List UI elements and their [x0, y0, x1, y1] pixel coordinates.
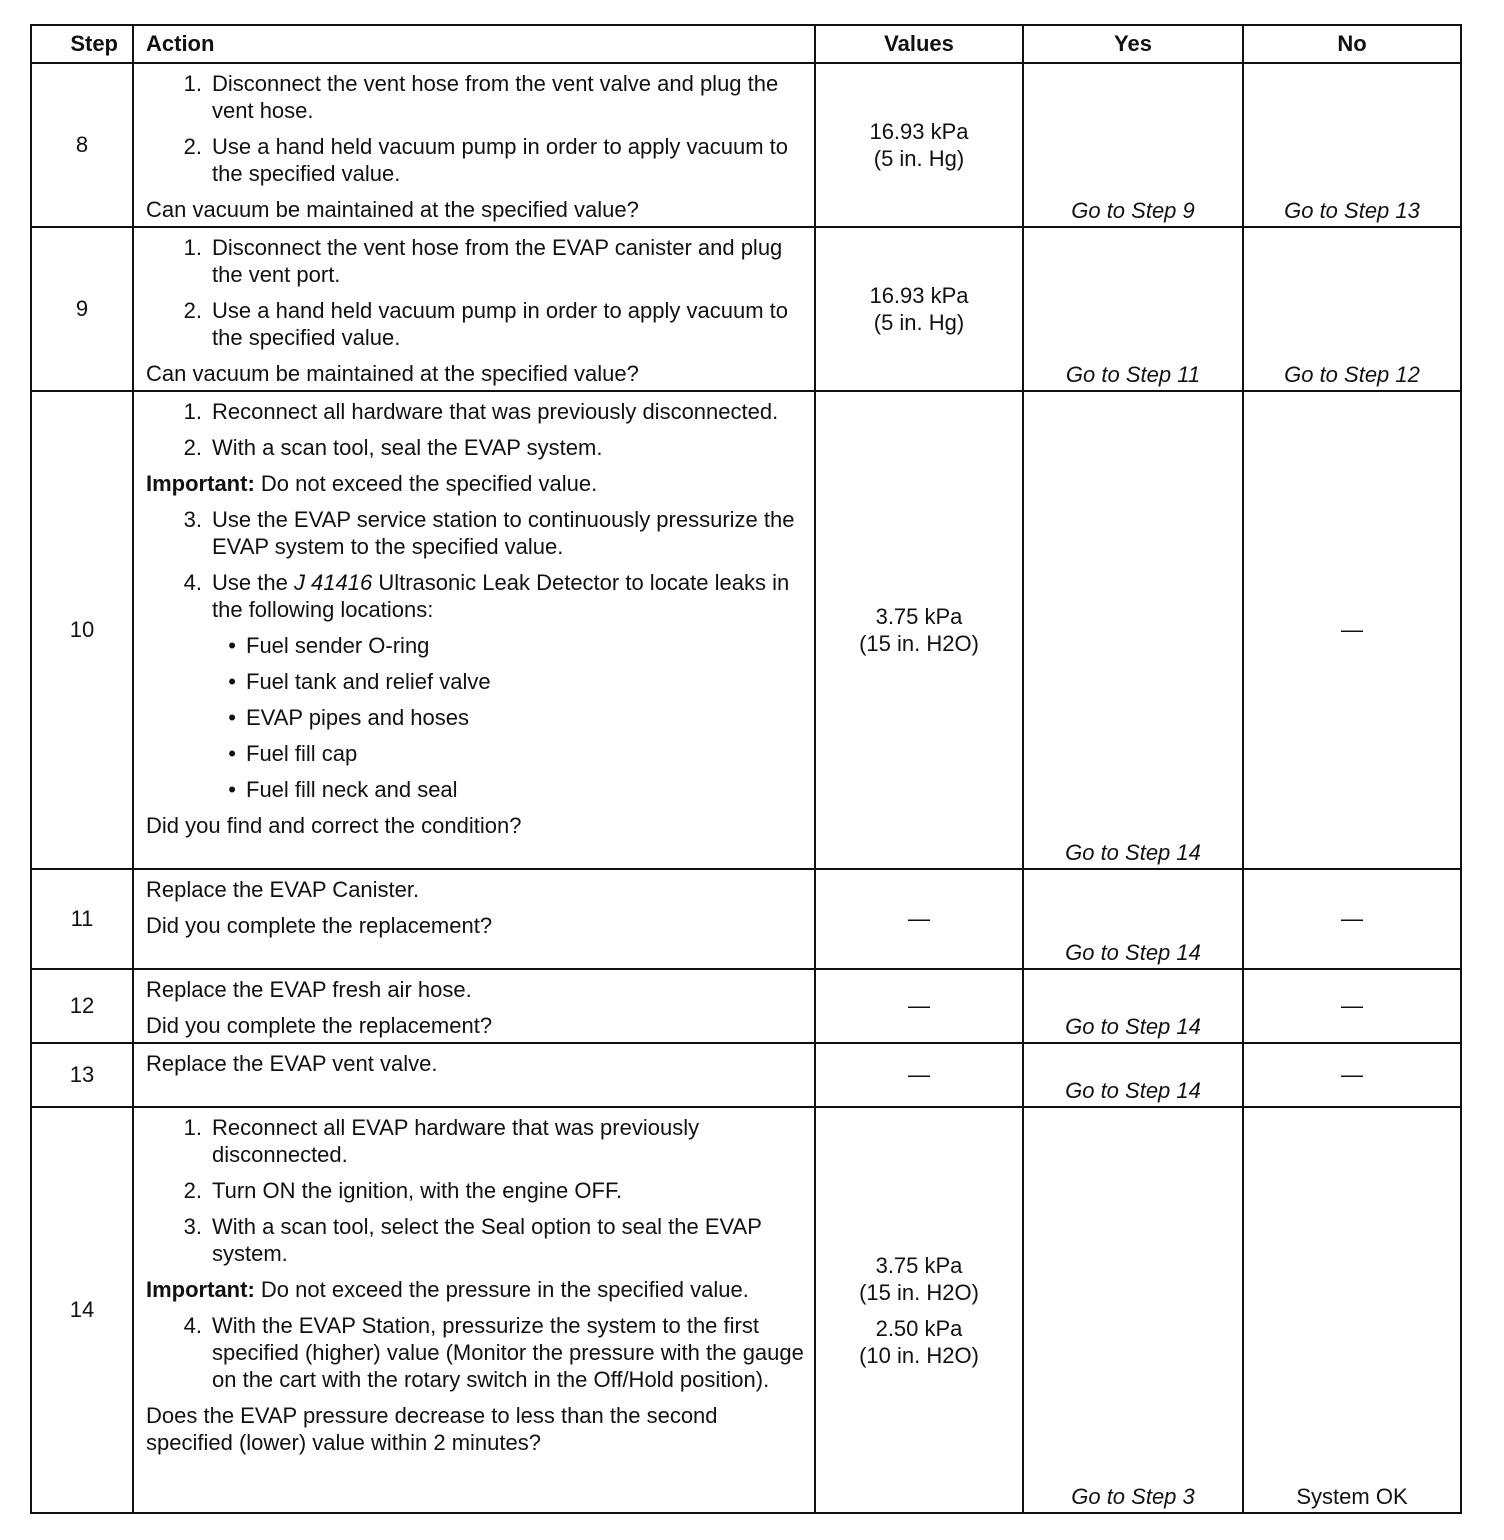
- values-cell: [815, 391, 1023, 869]
- table-row-step-11: [31, 869, 1461, 969]
- no-cell: System OK: [1243, 1107, 1461, 1513]
- value-kpa: 3.75 kPa: [875, 604, 963, 629]
- no-cell: —: [1243, 391, 1461, 869]
- action-cell: [133, 391, 815, 869]
- value-alt: (5 in. Hg): [873, 146, 965, 171]
- list-item: 1. Disconnect the vent hose from the vent valve and plug the vent hose.: [183, 71, 779, 123]
- header-no: No: [1243, 25, 1461, 63]
- list-item: 2. With a scan tool, seal the EVAP system.: [183, 435, 603, 460]
- list-item: 1. Reconnect all hardware that was previously disconnected.: [183, 399, 779, 424]
- step-number: 11: [31, 869, 133, 969]
- question-text: Did you find and correct the condition?: [146, 813, 522, 838]
- table-row-step-12: [31, 969, 1461, 1043]
- bullet-item: • Fuel sender O-ring: [228, 633, 430, 658]
- list-item: 4. With the EVAP Station, pressurize the system to the first specified (higher) value (Monitor the pressure with the gauge on the cart with the rotary switch in the Off/Hold position).: [183, 1313, 804, 1392]
- value-alt: (15 in. H2O): [859, 1279, 979, 1305]
- no-cell: Go to Step 12: [1243, 227, 1461, 391]
- values-cell: [815, 63, 1023, 227]
- value-alt: (10 in. H2O): [859, 1342, 979, 1368]
- table-row-step-8: [31, 63, 1461, 227]
- table-row-step-14: [31, 1107, 1461, 1513]
- list-item: 1. Disconnect the vent hose from the EVAP canister and plug the vent port.: [183, 235, 783, 287]
- question-text: Did you complete the replacement?: [146, 913, 493, 938]
- yes-cell: Go to Step 14: [1023, 869, 1243, 969]
- yes-cell: Go to Step 14: [1023, 969, 1243, 1043]
- values-cell: [815, 227, 1023, 391]
- value-kpa: 2.50 kPa: [875, 1315, 963, 1341]
- action-cell: [133, 869, 815, 969]
- value-kpa: 16.93 kPa: [869, 283, 969, 308]
- question-text: Does the EVAP pressure decrease to less than the second specified (lower) value within 2 minutes?: [146, 1403, 718, 1455]
- yes-cell: Go to Step 3: [1023, 1107, 1243, 1513]
- list-item: 1. Reconnect all EVAP hardware that was previously disconnected.: [183, 1115, 700, 1167]
- step-number: 13: [31, 1043, 133, 1107]
- header-yes: Yes: [1023, 25, 1243, 63]
- table-row-step-13: [31, 1043, 1461, 1107]
- instruction-text: Replace the EVAP vent valve.: [146, 1051, 438, 1076]
- list-item: 3. Use the EVAP service station to continuously pressurize the EVAP system to the specified value.: [183, 507, 795, 559]
- no-cell: —: [1243, 869, 1461, 969]
- yes-cell: Go to Step 9: [1023, 63, 1243, 227]
- action-cell: [133, 1107, 815, 1513]
- important-note: Important: Do not exceed the pressure in the specified value.: [146, 1277, 749, 1302]
- bullet-item: • Fuel tank and relief valve: [228, 669, 491, 694]
- value-kpa: 3.75 kPa: [875, 1252, 963, 1278]
- bullet-item: • Fuel fill neck and seal: [228, 777, 458, 802]
- values-cell: —: [815, 1043, 1023, 1107]
- step-number: 9: [31, 227, 133, 391]
- values-cell: —: [815, 869, 1023, 969]
- tool-number: J 41416: [293, 570, 373, 595]
- question-text: Can vacuum be maintained at the specified value?: [146, 361, 639, 386]
- action-cell: [133, 227, 815, 391]
- action-cell: [133, 63, 815, 227]
- list-item: 3. With a scan tool, select the Seal option to seal the EVAP system.: [183, 1214, 762, 1266]
- header-values: Values: [815, 25, 1023, 63]
- bullet-item: • Fuel fill cap: [228, 741, 358, 766]
- value-alt: (15 in. H2O): [859, 631, 979, 656]
- step-number: 14: [31, 1107, 133, 1513]
- list-item: 4. Use the J 41416 Ultrasonic Leak Detector to locate leaks in the following locations:: [183, 570, 790, 622]
- instruction-text: Replace the EVAP Canister.: [146, 877, 420, 902]
- action-cell: [133, 1043, 815, 1107]
- question-text: Can vacuum be maintained at the specified value?: [146, 197, 639, 222]
- table-row-step-10: [31, 391, 1461, 869]
- bullet-item: • EVAP pipes and hoses: [228, 705, 470, 730]
- step-number: 12: [31, 969, 133, 1043]
- values-cell: [815, 1107, 1023, 1513]
- table-row-step-9: [31, 227, 1461, 391]
- step-number: 8: [31, 63, 133, 227]
- step-number: 10: [31, 391, 133, 869]
- important-note: Important: Do not exceed the specified value.: [146, 471, 598, 496]
- value-alt: (5 in. Hg): [873, 310, 965, 335]
- no-cell: Go to Step 13: [1243, 63, 1461, 227]
- yes-cell: Go to Step 14: [1023, 1043, 1243, 1107]
- yes-cell: Go to Step 14: [1023, 391, 1243, 869]
- value-kpa: 16.93 kPa: [869, 119, 969, 144]
- header-row: [31, 25, 1461, 63]
- no-cell: —: [1243, 969, 1461, 1043]
- diagnostic-table: [30, 24, 1462, 1514]
- yes-cell: Go to Step 11: [1023, 227, 1243, 391]
- header-action: Action: [133, 25, 815, 63]
- question-text: Did you complete the replacement?: [146, 1013, 493, 1038]
- list-item: 2. Use a hand held vacuum pump in order to apply vacuum to the specified value.: [183, 298, 788, 350]
- list-item: 2. Use a hand held vacuum pump in order to apply vacuum to the specified value.: [183, 134, 788, 186]
- header-step: Step: [31, 25, 133, 63]
- action-cell: [133, 969, 815, 1043]
- no-cell: —: [1243, 1043, 1461, 1107]
- instruction-text: Replace the EVAP fresh air hose.: [146, 977, 472, 1002]
- list-item: 2. Turn ON the ignition, with the engine OFF.: [183, 1178, 623, 1203]
- values-cell: —: [815, 969, 1023, 1043]
